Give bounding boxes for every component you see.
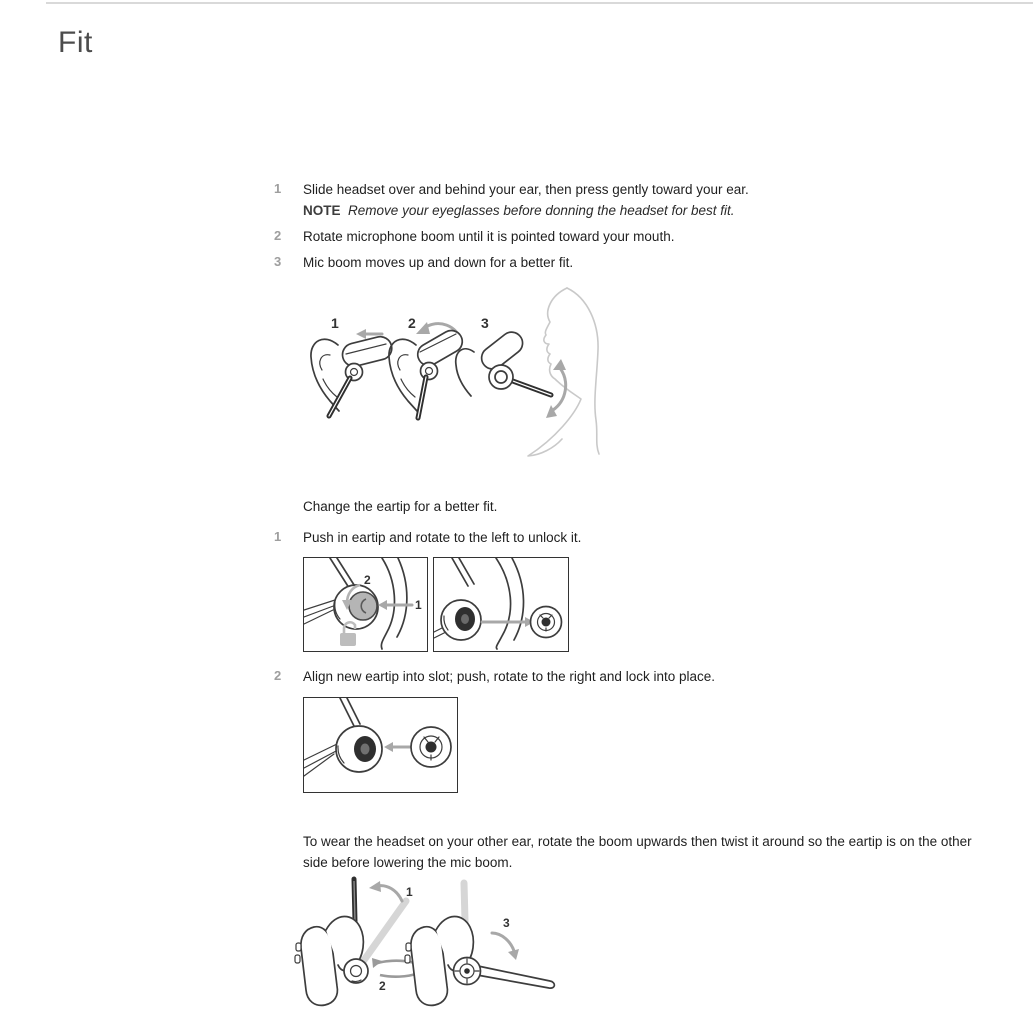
headset-flip-icon (295, 879, 406, 1005)
figure-step-label: 1 (406, 885, 413, 899)
figure-unlock-panel (303, 557, 428, 652)
step-number: 2 (274, 668, 282, 683)
figure-step-label: 2 (364, 573, 371, 587)
headset-icon (304, 698, 382, 776)
flip-boom-illustration (292, 871, 578, 1023)
fit-step-1 (303, 179, 749, 221)
other-ear-paragraph: To wear the headset on your other ear, rotate the boom upwards then twist it around so the eartip is on the other side before lowering the mic boom. (303, 834, 972, 870)
eartip-icon (531, 607, 562, 638)
figure-align-panel (303, 697, 458, 793)
step-number: 1 (274, 529, 282, 544)
remove-arrow-icon (482, 617, 534, 627)
figure-step-label: 2 (379, 979, 386, 993)
top-rule (46, 2, 1033, 4)
headset-icon (477, 328, 551, 395)
headset-lowered-icon (405, 883, 554, 1005)
figure-step-label: 3 (481, 315, 489, 331)
figure-flip-boom (292, 871, 578, 1023)
figure-step-label: 1 (331, 315, 339, 331)
fit-step-3: Mic boom moves up and down for a better fit. (303, 255, 574, 270)
lower-arrow-icon (492, 933, 519, 960)
eartip-icon (349, 592, 377, 620)
page-title: Fit (58, 26, 93, 60)
figure-remove-panel (433, 557, 569, 652)
note-text: Remove your eyeglasses before donning the headset for best fit. (348, 203, 735, 218)
figure-step-label: 3 (503, 916, 510, 930)
unlock-illustration (304, 558, 426, 650)
note-label: NOTE (303, 203, 341, 218)
headset-icon (434, 558, 524, 649)
eartip-step-2: Align new eartip into slot; push, rotate to the right and lock into place. (303, 669, 715, 684)
eartip-icon (411, 727, 451, 767)
ear-icon (456, 349, 474, 396)
headset-icon (329, 334, 394, 416)
remove-illustration (434, 558, 567, 650)
eartip-step-1: Push in eartip and rotate to the left to unlock it. (303, 530, 582, 545)
eartip-intro: Change the eartip for a better fit. (303, 499, 498, 514)
figure-step-label: 1 (415, 598, 422, 612)
ear-icon (311, 339, 339, 411)
figure-fit-steps (298, 282, 620, 468)
step-number: 1 (274, 181, 282, 196)
step-number: 3 (274, 254, 282, 269)
fit-step-2: Rotate microphone boom until it is pointed toward your mouth. (303, 229, 675, 244)
fit-steps-illustration (298, 282, 620, 468)
align-illustration (304, 698, 456, 791)
rotate-up-arrow-icon (369, 881, 402, 901)
figure-step-label: 2 (408, 315, 416, 331)
headset-icon (414, 326, 467, 418)
step-text: Slide headset over and behind your ear, then press gently toward your ear. (303, 182, 749, 197)
step-number: 2 (274, 228, 282, 243)
ear-icon (389, 339, 417, 411)
